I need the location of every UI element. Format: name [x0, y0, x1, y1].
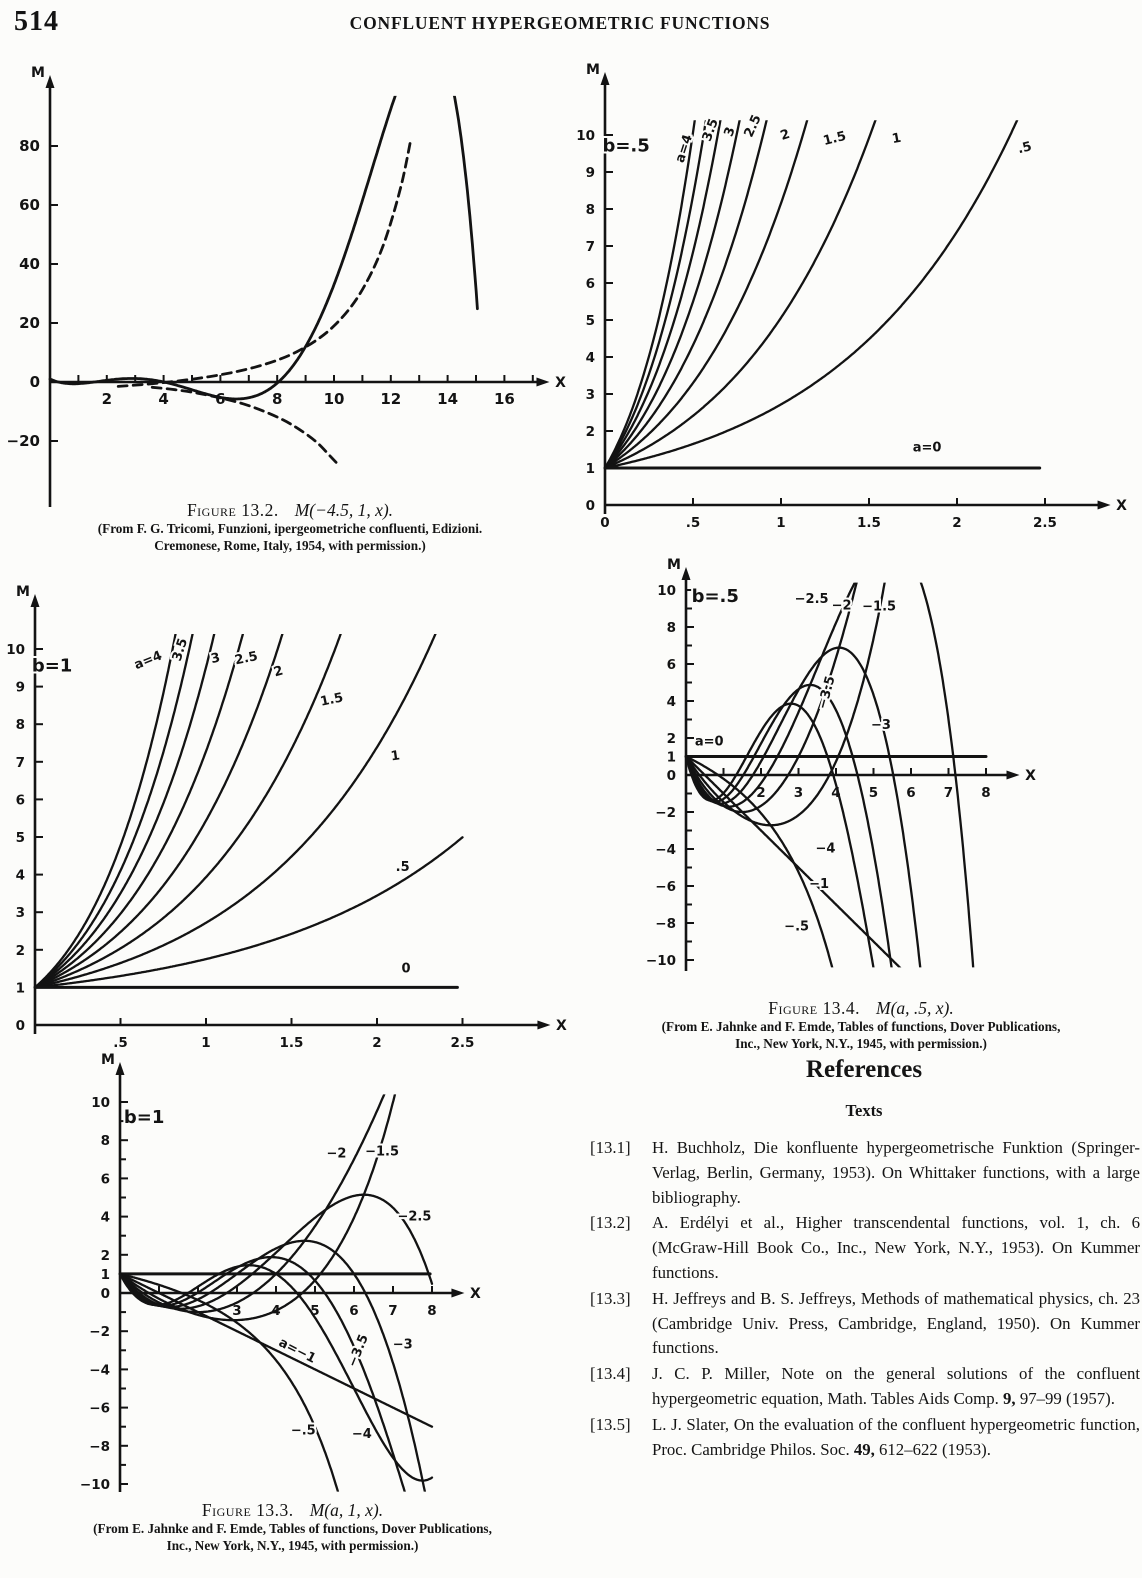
figure-13-4-attribution-line-1: (From E. Jahnke and F. Emde, Tables of functions, Dover Publications, — [661, 1019, 1061, 1034]
y-tick-label: 9 — [15, 679, 25, 696]
y-axis-label: M — [16, 584, 30, 600]
y-tick-label: 6 — [666, 657, 676, 673]
y-tick-label: 3 — [15, 905, 25, 922]
figure-13-4-upper-plot — [576, 58, 1142, 546]
references-subheading: Texts — [845, 1101, 883, 1120]
x-tick-label: 1.5 — [279, 1035, 304, 1051]
y-tick-label: 8 — [100, 1133, 110, 1150]
y-tick-label: 2 — [100, 1247, 110, 1264]
y-tick-label: 4 — [15, 867, 25, 884]
curve-label: −2 — [831, 598, 852, 614]
figure-13-4-lower-plot — [580, 545, 1142, 1000]
x-tick-label: 2 — [756, 785, 766, 801]
y-tick-label: −6 — [89, 1400, 110, 1417]
figure-13-4-caption — [582, 998, 1140, 1052]
y-axis-arrow-icon — [31, 594, 40, 607]
curve-label: b=.5 — [691, 586, 739, 608]
x-tick-label: 5 — [868, 785, 879, 801]
fig-13-4-upper-svg — [576, 58, 1142, 546]
y-tick-label: 2 — [666, 731, 676, 747]
curve-label: 2.5 — [233, 649, 260, 669]
curve-label: −3.5 — [815, 674, 839, 712]
curve-a=1.5 — [605, 0, 1045, 468]
y-tick-label: 0 — [29, 373, 40, 391]
curve-a=2 — [605, 0, 1045, 468]
curve-label: 2.5 — [741, 112, 765, 140]
figure-13-4-formula: M(a, .5, x). — [876, 998, 954, 1018]
curve-label: −3 — [871, 717, 891, 733]
reference-entry: [13.2] A. Erdélyi et al., Higher transcendental functions, vol. 1, ch. 6 (McGraw-Hill Book Co., Inc., New York, N.Y., 1953). On Kummer functions. — [590, 1213, 1140, 1282]
y-tick-label: 7 — [585, 239, 595, 255]
x-axis-label: X — [555, 375, 566, 391]
x-tick-label: 5 — [310, 1303, 320, 1319]
x-axis-label: X — [470, 1286, 481, 1302]
y-tick-label: −2 — [655, 805, 676, 821]
figure-13-2-attribution-line-2: Cremonese, Rome, Italy, 1954, with permission.) — [154, 537, 426, 553]
x-tick-label: 14 — [437, 390, 459, 408]
y-tick-label: 60 — [19, 196, 40, 214]
y-tick-label: 6 — [15, 792, 25, 809]
reference-id: [13.1] — [590, 1138, 631, 1157]
y-tick-label: 8 — [585, 202, 595, 218]
y-tick-label: 1 — [585, 461, 595, 477]
curve-label: −4 — [815, 841, 836, 857]
y-axis-arrow-icon — [682, 567, 691, 580]
figure-13-4-label: Figure 13.4. — [768, 998, 860, 1018]
y-tick-label: 2 — [15, 942, 25, 959]
figure-13-2-label: Figure 13.2. — [186, 500, 279, 520]
curve-a=-1 — [120, 1274, 432, 1427]
curve-label: −1.5 — [365, 1144, 400, 1160]
figure-13-4-attribution-line-2: Inc., New York, N.Y., 1945, with permission.) — [735, 1035, 987, 1051]
reference-entry: [13.5] L. J. Slater, On the evaluation of the confluent hypergeometric function, Proc. Cambridge Philos. Soc. 49, 612–622 (1953). — [590, 1414, 1140, 1459]
x-axis-label: X — [1025, 768, 1036, 784]
x-tick-label: 8 — [427, 1303, 437, 1319]
x-tick-label: 2 — [372, 1035, 382, 1051]
curve-label: a=0 — [912, 440, 942, 456]
y-tick-label: 8 — [666, 620, 676, 636]
x-tick-label: 16 — [493, 390, 515, 408]
curve-label: −1 — [809, 876, 830, 892]
x-tick-label: 4 — [271, 1303, 281, 1319]
x-axis-label: X — [556, 1018, 567, 1034]
y-tick-label: −10 — [645, 953, 676, 969]
fig-13-3-upper-svg — [0, 578, 580, 1070]
references-heading: References — [805, 1056, 923, 1083]
curve-label: 2 — [778, 126, 792, 144]
reference-id: [13.5] — [590, 1414, 631, 1434]
curve-M(−4.5,1,x) — [50, 37, 477, 399]
figure-13-2-formula: M(−4.5, 1, x). — [294, 500, 394, 520]
curve-label: .5 — [1016, 139, 1034, 158]
y-tick-label: 10 — [657, 583, 676, 599]
curve-label: b=1 — [123, 1107, 165, 1129]
y-tick-label: 7 — [15, 754, 25, 771]
curve-label: a=4 — [672, 132, 696, 165]
curve-label: 3.5 — [169, 636, 192, 664]
y-tick-label: 8 — [15, 717, 25, 734]
x-axis-arrow-icon — [451, 1289, 464, 1298]
x-axis-label: X — [1116, 498, 1127, 514]
figure-13-3-formula: M(a, 1, x). — [309, 1500, 384, 1520]
x-tick-label: 7 — [943, 785, 954, 801]
y-tick-label: 0 — [585, 498, 595, 514]
y-tick-label: 9 — [585, 165, 595, 181]
x-tick-label: 7 — [388, 1303, 398, 1319]
curve-label: −1.5 — [862, 599, 897, 615]
x-tick-label: 1 — [776, 515, 786, 531]
figure-13-3-upper-plot — [0, 578, 580, 1070]
y-tick-label: 10 — [576, 128, 595, 144]
fig-13-4-lower-svg — [580, 545, 1142, 1000]
x-tick-label: 2 — [952, 515, 962, 531]
curve-label: a=0 — [694, 734, 724, 750]
curve-label: 1 — [389, 748, 401, 765]
y-tick-label: −4 — [89, 1362, 110, 1379]
y-tick-label: −10 — [79, 1477, 110, 1493]
y-axis-arrow-icon — [116, 1062, 125, 1075]
curve-asymptote-upper — [118, 140, 411, 386]
y-tick-label: −6 — [655, 879, 676, 895]
x-tick-label: 8 — [981, 785, 991, 801]
x-tick-label: 1 — [201, 1035, 211, 1051]
y-axis-label: M — [667, 557, 681, 573]
references-section — [588, 1056, 1140, 1463]
curve-label: a=−1 — [276, 1335, 319, 1367]
x-tick-label: 2 — [101, 390, 113, 408]
curve-label: −3 — [392, 1337, 413, 1353]
curve-label: −3.5 — [345, 1332, 372, 1370]
x-tick-label: 2.5 — [450, 1035, 475, 1051]
curve-label: −2.5 — [397, 1209, 432, 1225]
curve-a=1 — [605, 0, 1045, 468]
reference-id: [13.2] — [590, 1213, 631, 1233]
curve-label: 2 — [272, 663, 285, 681]
y-tick-label: 0 — [100, 1286, 110, 1302]
y-tick-label: 3 — [585, 387, 595, 403]
curve-label: 0 — [401, 961, 411, 977]
curve-label: −.5 — [784, 919, 810, 935]
x-tick-label: 6 — [349, 1303, 359, 1319]
y-tick-label: 2 — [585, 424, 595, 440]
x-axis-arrow-icon — [1098, 501, 1111, 510]
curve-label: b=.5 — [602, 135, 650, 157]
y-tick-label: −8 — [655, 916, 676, 932]
figure-13-3-lower-plot — [60, 1050, 588, 1505]
x-axis-arrow-icon — [536, 378, 549, 387]
y-axis-label: M — [31, 65, 45, 81]
curve-label: 1 — [890, 130, 903, 148]
y-tick-label: 0 — [666, 768, 676, 784]
y-tick-label: 40 — [19, 255, 40, 273]
x-tick-label: 6 — [215, 390, 226, 408]
curve-label: a=4 — [132, 648, 165, 674]
x-tick-label: 8 — [271, 390, 283, 408]
y-tick-label: 4 — [666, 694, 676, 710]
y-axis-label: M — [101, 1052, 115, 1068]
x-tick-label: 12 — [380, 390, 402, 408]
x-tick-label: .5 — [685, 515, 701, 531]
curve-label: −.5 — [290, 1423, 316, 1439]
curve-a=-3 — [120, 1241, 432, 1529]
y-tick-label: 6 — [585, 276, 595, 292]
y-tick-label: 6 — [100, 1171, 110, 1188]
y-axis-arrow-icon — [601, 72, 610, 85]
curve-a=3.5 — [605, 0, 1036, 468]
reference-entry: [13.3] H. Jeffreys and B. S. Jeffreys, Methods of mathematical physics, ch. 23 (Cambridge Univ. Press, Cambridge, England, 1950). On Kummer functions. — [590, 1288, 1140, 1358]
page-header-title: CONFLUENT HYPERGEOMETRIC FUNCTIONS — [349, 13, 771, 33]
curve-label: 3 — [209, 650, 222, 668]
y-tick-label: −4 — [655, 842, 676, 858]
figure-13-2-attribution-line-1: (From F. G. Tricomi, Funzioni, ipergeometriche confluenti, Edizioni. — [97, 521, 483, 536]
figure-13-3-attribution-line-2: Inc., New York, N.Y., 1945, with permission.) — [166, 1537, 419, 1553]
x-tick-label: 4 — [831, 785, 841, 801]
y-tick-label: −20 — [6, 432, 40, 450]
x-tick-label: 3 — [793, 785, 804, 801]
figure-13-2-caption — [0, 500, 580, 554]
x-tick-label: 6 — [906, 785, 916, 801]
figure-13-3-caption — [20, 1500, 565, 1554]
x-tick-label: 0 — [600, 515, 610, 531]
y-axis-label: M — [586, 62, 600, 78]
x-axis-arrow-icon — [1007, 771, 1020, 780]
y-tick-label: 80 — [19, 137, 40, 155]
x-tick-label: .5 — [113, 1035, 128, 1051]
curve-label: 1.5 — [821, 128, 848, 150]
y-tick-label: 1 — [666, 749, 676, 766]
y-tick-label: 10 — [6, 642, 25, 658]
x-tick-label: 4 — [158, 390, 169, 408]
y-tick-label: 5 — [15, 830, 25, 846]
y-tick-label: −8 — [89, 1438, 110, 1455]
curve-label: b=1 — [31, 655, 73, 677]
curve-a=2.5 — [605, 0, 1045, 468]
reference-entry: [13.1] H. Buchholz, Die konfluente hypergeometrische Funktion (Springer-Verlag, Berlin, Germany, 1953). On Whittaker functions, with a large bibliography. — [590, 1138, 1140, 1207]
fig-13-2-svg — [0, 55, 580, 520]
x-tick-label: 1.5 — [857, 515, 881, 531]
curve-label: 1.5 — [318, 690, 345, 710]
x-axis-arrow-icon — [537, 1021, 550, 1030]
curve-label: −2.5 — [794, 591, 829, 607]
figure-13-3-attribution-line-1: (From E. Jahnke and F. Emde, Tables of functions, Dover Publications, — [93, 1521, 492, 1536]
y-tick-label: 5 — [585, 313, 595, 329]
reference-list — [588, 1136, 1140, 1462]
y-tick-label: 1 — [100, 1266, 110, 1283]
curve-label: −2 — [326, 1146, 347, 1162]
reference-id: [13.4] — [590, 1364, 631, 1384]
y-tick-label: 10 — [91, 1095, 110, 1111]
y-tick-label: −2 — [89, 1324, 110, 1341]
y-tick-label: 4 — [100, 1209, 110, 1226]
curve-label: 3 — [721, 125, 739, 139]
x-tick-label: 10 — [323, 390, 345, 408]
y-axis-arrow-icon — [46, 75, 55, 88]
y-tick-label: 4 — [585, 350, 595, 366]
x-tick-label: 3 — [232, 1303, 242, 1319]
fig-13-3-lower-svg — [60, 1050, 588, 1505]
curve-a=3 — [605, 0, 1045, 468]
y-tick-label: 0 — [15, 1018, 25, 1034]
figure-13-3-label: Figure 13.3. — [201, 1500, 294, 1520]
y-tick-label: 20 — [19, 314, 40, 332]
reference-entry: [13.4] J. C. P. Miller, Note on the general solutions of the confluent hypergeometric equation, Math. Tables Aids Comp. 9, 97–99 (1957). — [590, 1364, 1140, 1408]
page-number: 514 — [14, 6, 59, 37]
curve-label: .5 — [395, 859, 410, 875]
curve-label: −4 — [351, 1427, 372, 1443]
x-tick-label: 2.5 — [1033, 515, 1057, 531]
y-tick-label: 1 — [15, 980, 25, 997]
reference-id: [13.3] — [590, 1288, 631, 1308]
figure-13-2-plot — [0, 55, 580, 520]
curve-label: 3.5 — [699, 116, 722, 144]
